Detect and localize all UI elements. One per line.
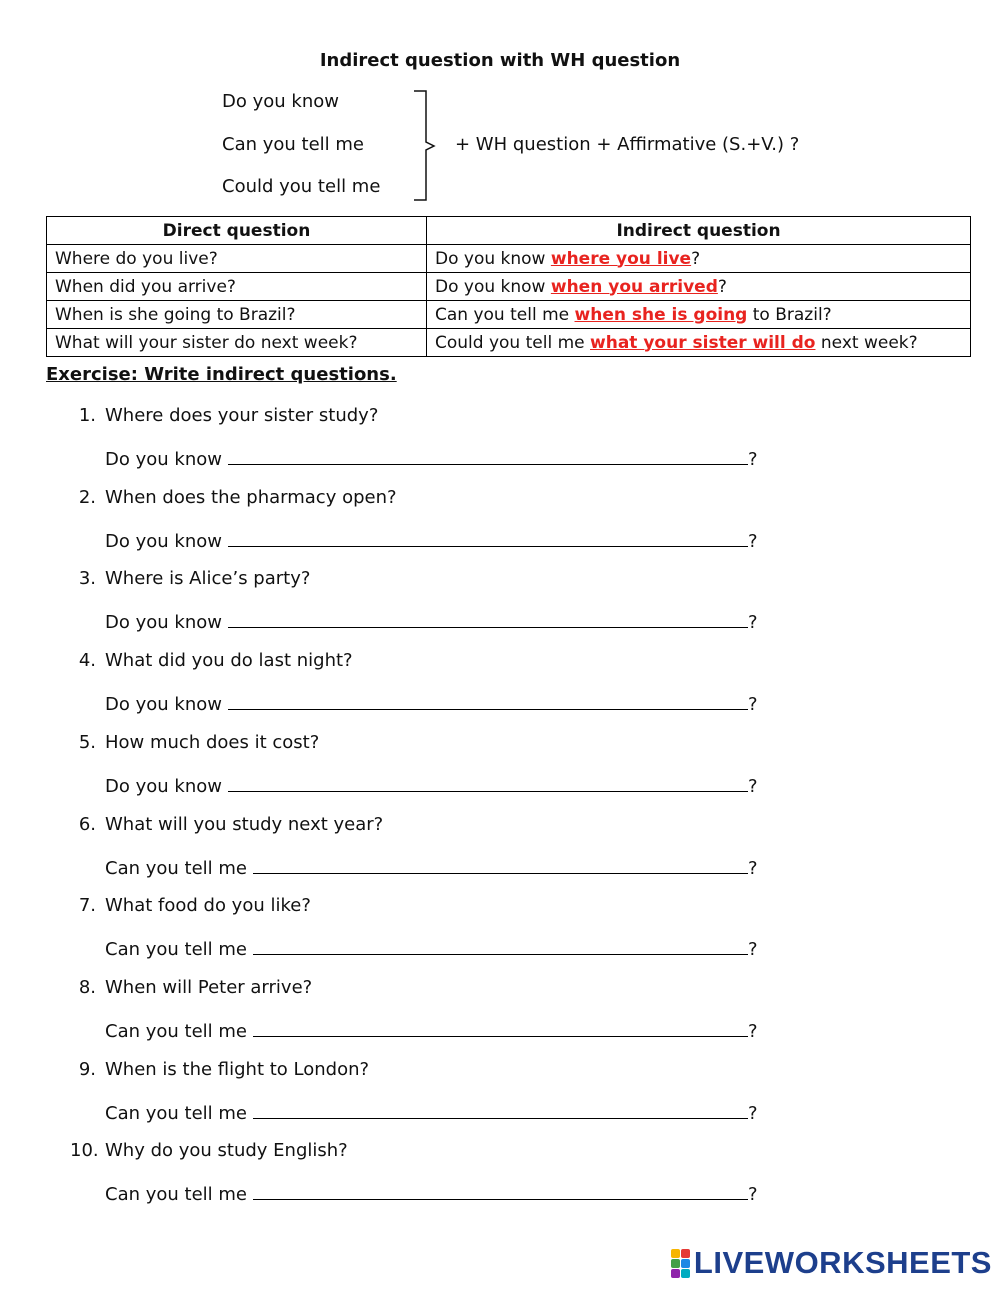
exercise-question: What will you study next year? [105, 813, 384, 835]
logo-text: LIVEWORKSHEETS [693, 1245, 992, 1280]
formula-text: + WH question + Affirmative (S.+V.) ? [455, 134, 800, 155]
grammar-table [46, 216, 971, 357]
exercise-question: Where is Alice’s party? [105, 568, 311, 590]
indirect-question [427, 245, 971, 273]
indirect-question [427, 301, 971, 329]
exercise-number: 6. [78, 813, 96, 835]
answer-row [105, 1100, 758, 1124]
question-mark: ? [748, 1102, 758, 1124]
answer-blank[interactable] [253, 1100, 748, 1119]
answer-row [105, 855, 758, 879]
direct-question: What will your sister do next week? [47, 329, 427, 357]
table-row [47, 245, 971, 273]
indirect-prefix: Can you tell me [435, 304, 575, 325]
answer-prompt: Do you know [105, 775, 222, 797]
answer-prompt: Can you tell me [105, 1020, 247, 1042]
answer-prompt: Can you tell me [105, 939, 247, 961]
answer-prompt: Can you tell me [105, 1102, 247, 1124]
indirect-prefix: Could you tell me [435, 332, 591, 353]
answer-blank[interactable] [228, 691, 748, 710]
direct-question: Where do you live? [47, 245, 427, 273]
liveworksheets-logo [671, 1245, 992, 1281]
exercise-number: 3. [78, 568, 96, 590]
indirect-suffix: ? [691, 248, 701, 269]
phrase-could-you-tell-me: Could you tell me [222, 176, 381, 197]
exercise-number: 5. [78, 731, 96, 753]
answer-row [105, 1181, 758, 1205]
answer-prompt: Can you tell me [105, 857, 247, 879]
question-mark: ? [748, 530, 758, 552]
indirect-prefix: Do you know [435, 276, 551, 297]
question-mark: ? [748, 612, 758, 634]
question-mark: ? [748, 449, 758, 470]
answer-prompt: Do you know [105, 449, 222, 470]
question-mark: ? [748, 1020, 758, 1042]
answer-blank[interactable] [253, 1018, 748, 1037]
logo-icon [671, 1249, 690, 1278]
answer-row [105, 528, 758, 552]
exercise-number: 4. [78, 650, 96, 672]
exercise-number: 9. [78, 1058, 96, 1080]
answer-prompt: Can you tell me [105, 1184, 247, 1206]
indirect-question [427, 273, 971, 301]
exercise-number: 10. [70, 1140, 99, 1162]
answer-row [105, 609, 758, 633]
answer-blank[interactable] [228, 446, 748, 465]
exercise-question: When does the pharmacy open? [105, 486, 397, 508]
brace-icon [412, 90, 442, 202]
highlighted-clause: when you arrived [550, 276, 718, 297]
question-mark: ? [748, 1184, 758, 1206]
exercise-number: 7. [78, 895, 96, 917]
exercise-title: Exercise: Write indirect questions. [46, 364, 397, 385]
answer-blank[interactable] [253, 1181, 748, 1200]
exercise-number: 8. [78, 976, 96, 998]
table-row [47, 301, 971, 329]
answer-blank[interactable] [228, 609, 748, 628]
phrase-can-you-tell-me: Can you tell me [222, 134, 364, 155]
header-indirect: Indirect question [427, 217, 971, 245]
table-row [47, 273, 971, 301]
direct-question: When did you arrive? [47, 273, 427, 301]
indirect-suffix: next week? [815, 332, 918, 353]
exercise-question: What food do you like? [105, 895, 311, 917]
question-mark: ? [748, 694, 758, 716]
direct-question: When is she going to Brazil? [47, 301, 427, 329]
exercise-number: 2. [78, 486, 96, 508]
page-title: Indirect question with WH question [319, 50, 681, 71]
indirect-question [427, 329, 971, 357]
exercise-question: When is the flight to London? [105, 1058, 370, 1080]
indirect-suffix: to Brazil? [747, 304, 832, 325]
answer-blank[interactable] [253, 936, 748, 955]
answer-blank[interactable] [228, 528, 748, 547]
exercise-question: How much does it cost? [105, 731, 320, 753]
answer-prompt: Do you know [105, 612, 222, 634]
exercise-question: When will Peter arrive? [105, 976, 313, 998]
answer-blank[interactable] [228, 773, 748, 792]
table-row [47, 329, 971, 357]
indirect-prefix: Do you know [435, 248, 551, 269]
highlighted-clause: what your sister will do [590, 332, 816, 353]
answer-row [105, 1018, 758, 1042]
highlighted-clause: where you live [550, 248, 692, 269]
answer-row [105, 691, 758, 715]
answer-prompt: Do you know [105, 694, 222, 716]
question-mark: ? [748, 939, 758, 961]
answer-row [105, 773, 758, 797]
exercise-question: What did you do last night? [105, 650, 353, 672]
indirect-suffix: ? [717, 276, 727, 297]
answer-row [105, 936, 758, 960]
exercise-question: Where does your sister study? [105, 405, 379, 426]
exercise-number: 1. [78, 405, 96, 426]
question-mark: ? [748, 857, 758, 879]
answer-row [105, 446, 758, 470]
table-header-row [47, 217, 971, 245]
header-direct: Direct question [47, 217, 427, 245]
phrase-do-you-know: Do you know [222, 91, 339, 112]
answer-blank[interactable] [253, 855, 748, 874]
answer-prompt: Do you know [105, 530, 222, 552]
highlighted-clause: when she is going [574, 304, 748, 325]
question-mark: ? [748, 775, 758, 797]
exercise-question: Why do you study English? [105, 1140, 348, 1162]
